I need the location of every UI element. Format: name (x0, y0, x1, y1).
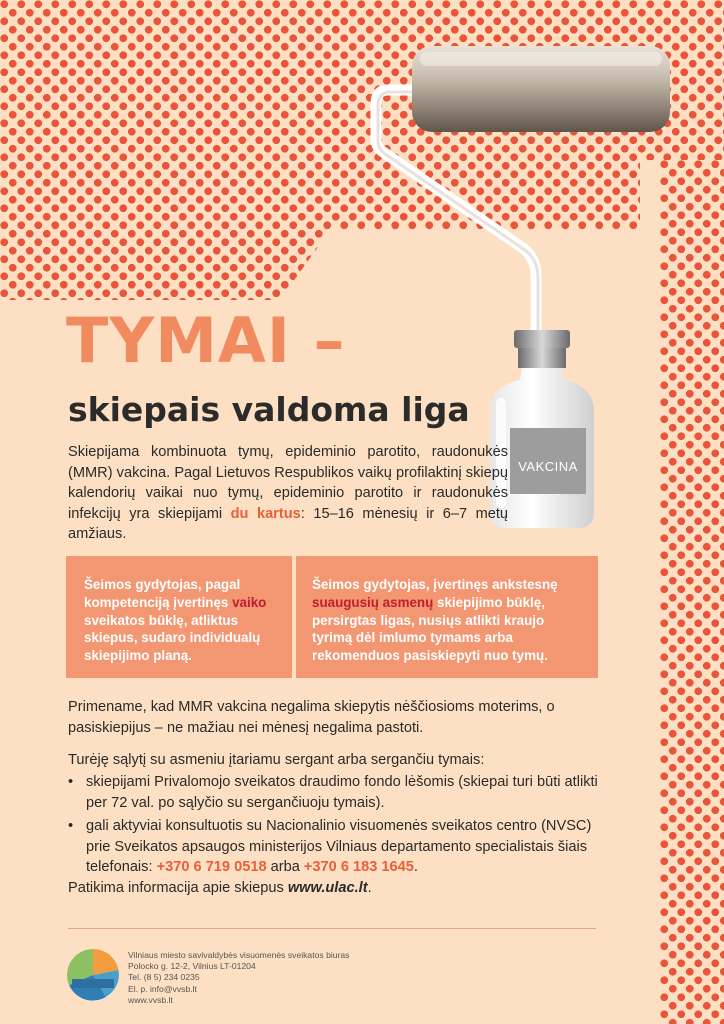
footer-divider (68, 928, 596, 929)
footer-web[interactable]: www.vvsb.lt (128, 994, 173, 1005)
info-box-adults: Šeimos gydytojas, įvertinęs ankstesnę suaugusių asmenų skiepijimo būklę, persirgtas ligas, nusiųs atlikti kraujo tyrimą dėl imlumo tymams arba rekomenduos pasiskiepyti nuo tymų. (296, 556, 598, 678)
organization-logo-icon (66, 948, 120, 1002)
footer-address: Polocko g. 12-2, Vilnius LT-01204 (128, 961, 256, 972)
list-item: • skiepijami Privalomojo sveikatos draudimo fondo lėšomis (skiepai turi būti atlikti per 72 val. po sąlyčio su sergančiuoju tymais). (68, 774, 598, 811)
info-box-children: Šeimos gydytojas, pagal kompetenciją įvertinęs vaiko sveikatos būklę, atliktus skiepus, sudaro individualų skiepijimo planą. (66, 556, 292, 678)
ulac-link[interactable]: www.ulac.lt (287, 880, 368, 896)
contact-intro: Turėję sąlytį su asmeniu įtariamu sergant arba sergančiu tymais: (68, 752, 485, 768)
bullet-icon: • (68, 818, 74, 835)
footer-phone: Tel. (8 5) 234 0235 (128, 972, 200, 983)
footer-email[interactable]: El. p. info@vvsb.lt (128, 983, 197, 994)
phone-link-2[interactable]: +370 6 183 1645 (303, 859, 414, 876)
source-line: Patikima informacija apie skiepus www.ulac.lt. (68, 880, 372, 896)
info-boxes (66, 556, 598, 678)
highlight-suaugusiu-asmenu: suaugusių asmenų (312, 594, 434, 610)
page-subtitle: skiepais valdoma liga (68, 390, 470, 429)
page-title: TYMAI – (66, 304, 346, 377)
footer-org: Vilniaus miesto savivaldybės visuomenės sveikatos biuras (128, 950, 350, 960)
highlight-vaiko: vaiko (232, 594, 267, 610)
list-item: • gali aktyviai konsultuotis su Nacionalinio visuomenės sveikatos centro (NVSC) prie Sveikatos apsaugos ministerijos Vilniaus departamento specialistais šiais telefonais: +370 6 719 0518 arba +370 6 183 1645. (68, 818, 592, 876)
highlight-du-kartus: du kartus (230, 505, 301, 522)
phone-link-1[interactable]: +370 6 719 0518 (156, 859, 267, 876)
footer-contact (128, 950, 349, 1006)
vial-label: VAKCINA (518, 459, 578, 474)
pregnancy-note: Primename, kad MMR vakcina negalima skiepytis nėščiosioms moterims, o pasiskiepijus – ne mažiau nei mėnesį negalima pastoti. (68, 699, 555, 736)
intro-paragraph: Skiepijama kombinuota tymų, epideminio parotito, raudonukės (MMR) vakcina. Pagal Lietuvos Respublikos vaikų profilaktinį skiepų kalendorių vaikai nuo tymų, epideminio parotito ir raudonukės infekcijų yra skiepijami du kartus: 15–16 mėnesių ir 6–7 metų amžiaus. (68, 444, 509, 543)
bullet-icon: • (68, 774, 74, 790)
contact-list (68, 772, 598, 881)
